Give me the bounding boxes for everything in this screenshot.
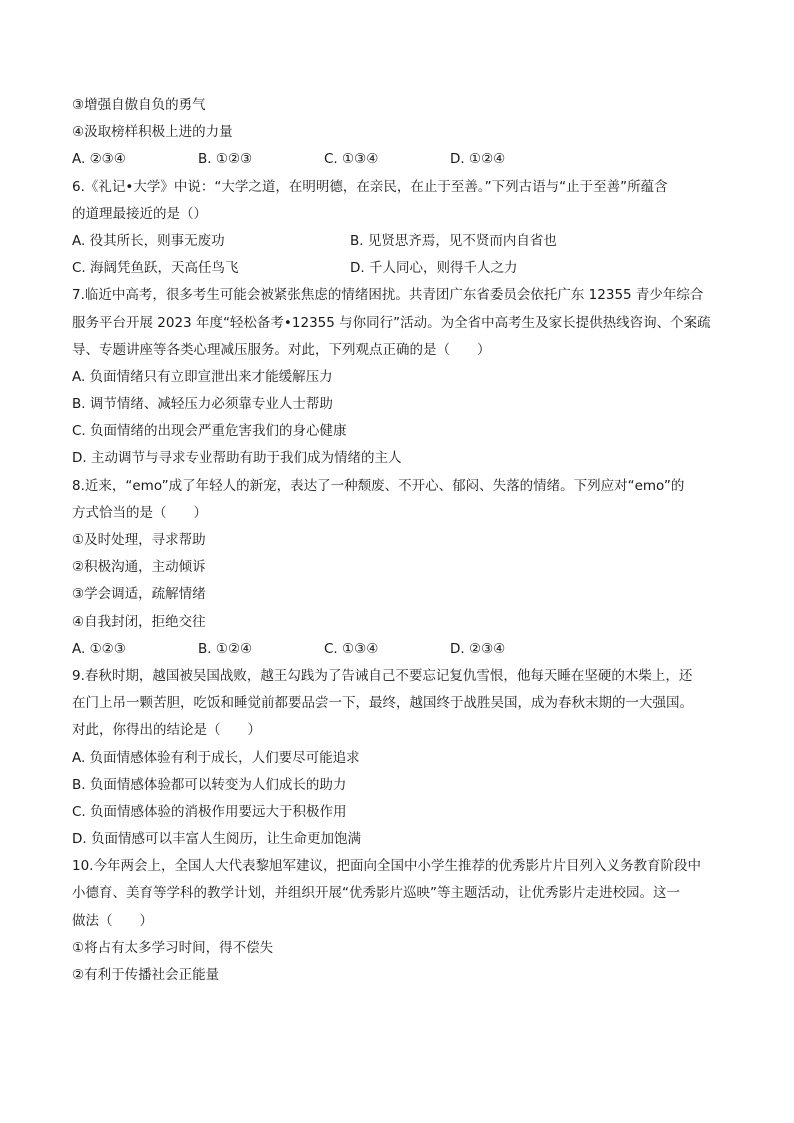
q8-statement-4: ④自我封闭，拒绝交往: [72, 613, 206, 630]
q6-option-b: B. 见贤思齐焉，见不贤而内自省也: [350, 232, 557, 249]
q5-option-d: D. ①②④: [450, 151, 506, 168]
q8-options: [72, 636, 732, 663]
q6-stem-line-2: 的道理最接近的是（）: [72, 205, 207, 222]
q8-option-b: B. ①②④: [198, 640, 253, 657]
q7-stem-line-1: 7.临近中高考，很多考生可能会被紧张焦虑的情绪困扰。共青团广东省委员会依托广东 12355 青少年综合: [72, 287, 704, 304]
q9-option-d: D. 负面情感可以丰富人生阅历，让生命更加饱满: [72, 831, 361, 848]
q9-stem-line-1: 9.春秋时期，越国被吴国战败，越王勾践为了告诫自己不要忘记复仇雪恨，他每天睡在坚硬的木柴上，还: [72, 667, 693, 684]
q5-options: [72, 146, 732, 173]
q8-statement-2: ②积极沟通，主动倾诉: [72, 559, 206, 576]
q6-option-d: D. 千人同心，则得千人之力: [350, 260, 518, 277]
q6-option-c: C. 海阔凭鱼跃，天高任鸟飞: [72, 260, 239, 277]
q7-option-a: A. 负面情绪只有立即宣泄出来才能缓解压力: [72, 368, 333, 385]
q10-stem-line-3: 做法（ ）: [72, 912, 153, 929]
q9-option-a: A. 负面情感体验有利于成长，人们要尽可能追求: [72, 749, 360, 766]
q7-option-b: B. 调节情绪、减轻压力必须靠专业人士帮助: [72, 396, 333, 413]
q8-stem-line-1: 8.近来，“emo”成了年轻人的新宠，表达了一种颓废、不开心、郁闷、失落的情绪。下列应对“emo”的: [72, 477, 685, 494]
q9-option-b: B. 负面情感体验都可以转变为人们成长的助力: [72, 776, 347, 793]
q5-option-a: A. ②③④: [72, 151, 126, 168]
q10-stem-line-1: 10.今年两会上，全国人大代表黎旭军建议，把面向全国中小学生推荐的优秀影片片目列入义务教育阶段中: [72, 858, 701, 875]
q7-option-d: D. 主动调节与寻求专业帮助有助于我们成为情绪的主人: [72, 450, 402, 467]
q9-stem-line-3: 对此，你得出的结论是（ ）: [72, 722, 261, 739]
exam-page: [72, 92, 732, 989]
q9-option-c: C. 负面情感体验的消极作用要远大于积极作用: [72, 803, 347, 820]
q6-option-a: A. 役其所长，则事无废功: [72, 232, 225, 249]
q5-statement-4: ④汲取榜样积极上进的力量: [72, 124, 233, 141]
q7-stem-line-2: 服务平台开展 2023 年度“轻松备考•12355 与你同行”活动。为全省中高考生及家长提供热线咨询、个案疏: [72, 314, 711, 331]
q7-option-c: C. 负面情绪的出现会严重危害我们的身心健康: [72, 423, 347, 440]
q5-option-b: B. ①②③: [198, 151, 253, 168]
q8-option-a: A. ①②③: [72, 640, 126, 657]
q9-stem-line-2: 在门上吊一颗苦胆，吃饭和睡觉前都要品尝一下，最终，越国终于战胜吴国，成为春秋末期的一大强国。: [72, 695, 693, 712]
q10-statement-2: ②有利于传播社会正能量: [72, 967, 220, 983]
q7-stem-line-3: 导、专题讲座等各类心理减压服务。对此，下列观点正确的是（ ）: [72, 341, 491, 358]
q8-statement-1: ①及时处理，寻求帮助: [72, 532, 206, 548]
q6-stem-line-1: 6.《礼记•大学》中说：“大学之道，在明明德，在亲民，在止于至善。”下列古语与“止于至善”所蕴含: [72, 178, 668, 195]
q8-option-c: C. ①③④: [324, 640, 379, 657]
q8-option-d: D. ②③④: [450, 640, 506, 657]
q5-statement-3: ③增强自傲自负的勇气: [72, 97, 206, 113]
q5-option-c: C. ①③④: [324, 151, 379, 168]
q8-statement-3: ③学会调适，疏解情绪: [72, 586, 206, 603]
q6-options-row-1: [72, 228, 732, 255]
q10-statement-1: ①将占有太多学习时间，得不偿失: [72, 939, 274, 956]
q10-stem-line-2: 小德育、美育等学科的教学计划，并组织开展“优秀影片巡映”等主题活动，让优秀影片走进校园。这一: [72, 885, 680, 902]
q8-stem-line-2: 方式恰当的是（ ）: [72, 504, 207, 521]
q6-options-row-2: [72, 255, 732, 282]
